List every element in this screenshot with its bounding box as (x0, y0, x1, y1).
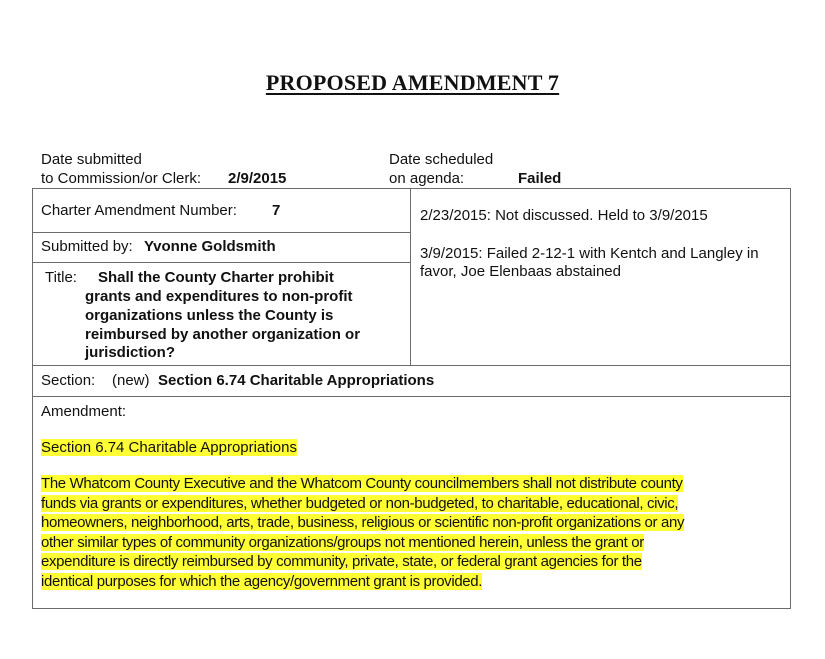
row-divider-1 (32, 232, 410, 233)
section-value: Section 6.74 Charitable Appropriations (158, 372, 435, 389)
amendment-line: other similar types of community organizations/groups not mentioned herein, unless the grant or (41, 533, 644, 551)
title-line: Shall the County Charter prohibit (98, 269, 334, 286)
amendment-label: Amendment: (41, 403, 127, 420)
table-border-left (32, 188, 33, 609)
title-line: jurisdiction? (85, 344, 175, 361)
title-line: grants and expenditures to non-profit (85, 288, 353, 305)
section-label: Section: (41, 372, 96, 389)
amendment-line: The Whatcom County Executive and the Whatcom County councilmembers shall not distribute county (41, 475, 683, 492)
column-divider (410, 188, 411, 365)
amendment-heading (41, 439, 297, 456)
date-submitted-value: 2/9/2015 (228, 170, 287, 187)
row-divider-4 (32, 396, 791, 397)
title-label: Title: (45, 269, 77, 286)
row-divider-3 (32, 365, 791, 366)
title-line: reimbursed by another organization or (85, 326, 361, 343)
table-border-bottom (32, 608, 791, 609)
history-entry-continued: favor, Joe Elenbaas abstained (420, 263, 621, 280)
section-prefix: (new) (112, 372, 150, 389)
amendment-line: homeowners, neighborhood, arts, trade, business, religious or scientific non-profit organizations or any (41, 514, 685, 531)
table-border-right (790, 188, 791, 609)
amendment-line: identical purposes for which the agency/government grant is provided. (41, 572, 483, 590)
amendment-line: funds via grants or expenditures, whether budgeted or non-budgeted, to charitable, educational, civic, (41, 494, 679, 512)
amendment-heading-text: Section 6.74 Charitable Appropriations (41, 439, 297, 456)
date-scheduled-label-line1: Date scheduled (389, 151, 494, 168)
date-submitted-label-line2: to Commission/or Clerk: (41, 170, 202, 187)
submitted-by-value: Yvonne Goldsmith (144, 238, 276, 255)
amendment-body (41, 474, 781, 591)
title-line: organizations unless the County is (85, 307, 334, 324)
date-scheduled-value: Failed (518, 170, 562, 187)
history-entry: 3/9/2015: Failed 2-12-1 with Kentch and Langley in (420, 245, 759, 262)
charter-amendment-number-label: Charter Amendment Number: (41, 202, 237, 219)
charter-amendment-number-value: 7 (272, 202, 281, 219)
submitted-by-label: Submitted by: (41, 238, 133, 255)
document-title: PROPOSED AMENDMENT 7 (265, 70, 560, 95)
date-scheduled-label-line2: on agenda: (389, 170, 465, 187)
date-submitted-label-line1: Date submitted (41, 151, 142, 168)
amendment-line: expenditure is directly reimbursed by community, private, state, or federal grant agencies for the (41, 553, 642, 570)
row-divider-2 (32, 262, 410, 263)
table-border-top (32, 188, 791, 189)
history-entry: 2/23/2015: Not discussed. Held to 3/9/2015 (420, 207, 708, 224)
